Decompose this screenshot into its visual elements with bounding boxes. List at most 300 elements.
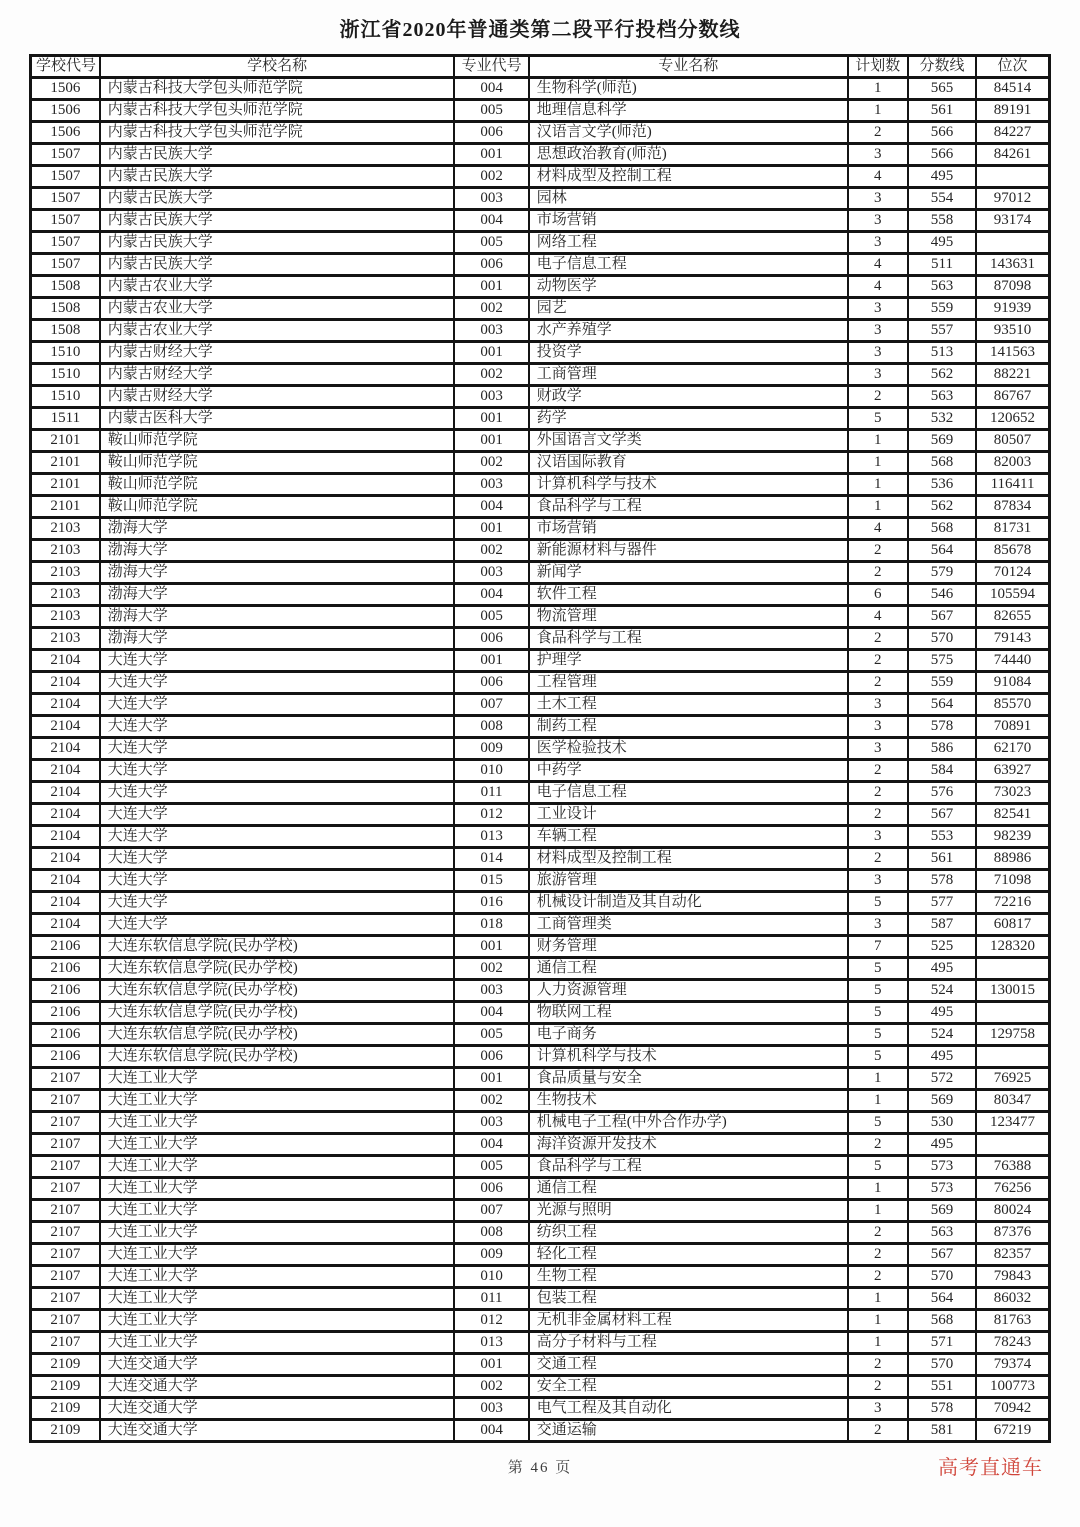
cell-rank: 76256 — [976, 1178, 1049, 1200]
cell-major-name: 电子商务 — [529, 1024, 848, 1046]
cell-major-code: 007 — [454, 1200, 528, 1222]
cell-plan-count: 5 — [848, 1046, 908, 1068]
cell-school-code: 2107 — [31, 1178, 100, 1200]
cell-school-code: 2107 — [31, 1156, 100, 1178]
cell-rank: 62170 — [976, 738, 1049, 760]
cell-major-code: 001 — [454, 144, 528, 166]
cell-plan-count: 1 — [848, 474, 908, 496]
cell-school-name: 内蒙古科技大学包头师范学院 — [100, 100, 455, 122]
cell-plan-count: 2 — [848, 804, 908, 826]
cell-plan-count: 3 — [848, 320, 908, 342]
cell-plan-count: 3 — [848, 694, 908, 716]
table-row — [31, 144, 1050, 166]
cell-plan-count: 3 — [848, 364, 908, 386]
cell-rank: 88986 — [976, 848, 1049, 870]
cell-plan-count: 2 — [848, 1244, 908, 1266]
cell-rank: 87834 — [976, 496, 1049, 518]
cell-major-name: 网络工程 — [529, 232, 848, 254]
cell-school-name: 鞍山师范学院 — [100, 474, 455, 496]
cell-major-code: 006 — [454, 254, 528, 276]
cell-score-line: 573 — [908, 1156, 976, 1178]
cell-major-code: 003 — [454, 320, 528, 342]
cell-plan-count: 3 — [848, 738, 908, 760]
cell-school-code: 2104 — [31, 760, 100, 782]
table-row — [31, 826, 1050, 848]
cell-plan-count: 1 — [848, 430, 908, 452]
cell-score-line: 567 — [908, 606, 976, 628]
cell-school-code: 2109 — [31, 1420, 100, 1442]
cell-major-name: 电子信息工程 — [529, 254, 848, 276]
cell-plan-count: 3 — [848, 298, 908, 320]
cell-major-name: 思想政治教育(师范) — [529, 144, 848, 166]
cell-plan-count: 1 — [848, 1090, 908, 1112]
cell-major-name: 交通工程 — [529, 1354, 848, 1376]
table-row — [31, 1376, 1050, 1398]
cell-major-code: 006 — [454, 122, 528, 144]
cell-plan-count: 2 — [848, 1354, 908, 1376]
cell-school-name: 大连工业大学 — [100, 1266, 455, 1288]
cell-score-line: 578 — [908, 870, 976, 892]
cell-school-name: 内蒙古农业大学 — [100, 276, 455, 298]
cell-school-name: 鞍山师范学院 — [100, 496, 455, 518]
cell-score-line: 562 — [908, 364, 976, 386]
cell-school-code: 2106 — [31, 936, 100, 958]
cell-plan-count: 2 — [848, 1376, 908, 1398]
table-row — [31, 122, 1050, 144]
cell-score-line: 495 — [908, 958, 976, 980]
cell-score-line: 569 — [908, 1200, 976, 1222]
table-row — [31, 540, 1050, 562]
cell-rank: 91084 — [976, 672, 1049, 694]
cell-major-name: 生物工程 — [529, 1266, 848, 1288]
cell-rank: 143631 — [976, 254, 1049, 276]
cell-major-name: 地理信息科学 — [529, 100, 848, 122]
cell-rank — [976, 166, 1049, 188]
table-row — [31, 1354, 1050, 1376]
cell-rank: 80024 — [976, 1200, 1049, 1222]
cell-major-name: 包装工程 — [529, 1288, 848, 1310]
cell-major-code: 012 — [454, 1310, 528, 1332]
cell-rank: 87098 — [976, 276, 1049, 298]
cell-major-name: 海洋资源开发技术 — [529, 1134, 848, 1156]
cell-school-code: 1507 — [31, 166, 100, 188]
cell-score-line: 571 — [908, 1332, 976, 1354]
col-header-school-name: 学校名称 — [100, 56, 455, 78]
table-row — [31, 1398, 1050, 1420]
cell-major-name: 中药学 — [529, 760, 848, 782]
cell-school-name: 大连大学 — [100, 782, 455, 804]
cell-rank: 86767 — [976, 386, 1049, 408]
cell-score-line: 495 — [908, 1134, 976, 1156]
cell-major-name: 园林 — [529, 188, 848, 210]
cell-major-code: 001 — [454, 430, 528, 452]
cell-school-code: 1507 — [31, 210, 100, 232]
cell-score-line: 568 — [908, 1310, 976, 1332]
table-row — [31, 694, 1050, 716]
table-row — [31, 474, 1050, 496]
cell-score-line: 569 — [908, 1090, 976, 1112]
cell-school-name: 大连交通大学 — [100, 1398, 455, 1420]
table-row — [31, 1090, 1050, 1112]
cell-major-name: 新能源材料与器件 — [529, 540, 848, 562]
cell-major-name: 物流管理 — [529, 606, 848, 628]
col-header-major-code: 专业代号 — [454, 56, 528, 78]
table-row — [31, 298, 1050, 320]
cell-school-code: 1507 — [31, 254, 100, 276]
table-row — [31, 606, 1050, 628]
cell-rank: 79843 — [976, 1266, 1049, 1288]
cell-plan-count: 3 — [848, 716, 908, 738]
cell-school-code: 2104 — [31, 650, 100, 672]
cell-rank: 82655 — [976, 606, 1049, 628]
cell-major-name: 药学 — [529, 408, 848, 430]
cell-major-name: 光源与照明 — [529, 1200, 848, 1222]
cell-rank: 105594 — [976, 584, 1049, 606]
cell-major-code: 007 — [454, 694, 528, 716]
table-row — [31, 628, 1050, 650]
cell-school-name: 大连工业大学 — [100, 1134, 455, 1156]
cell-school-name: 大连工业大学 — [100, 1244, 455, 1266]
cell-major-code: 002 — [454, 540, 528, 562]
table-row — [31, 562, 1050, 584]
cell-school-name: 鞍山师范学院 — [100, 430, 455, 452]
cell-major-name: 食品质量与安全 — [529, 1068, 848, 1090]
table-row — [31, 716, 1050, 738]
cell-rank: 80507 — [976, 430, 1049, 452]
table-row — [31, 1112, 1050, 1134]
cell-major-name: 材料成型及控制工程 — [529, 848, 848, 870]
cell-major-code: 006 — [454, 1046, 528, 1068]
cell-school-code: 2106 — [31, 1024, 100, 1046]
cell-rank — [976, 1002, 1049, 1024]
cell-major-name: 园艺 — [529, 298, 848, 320]
cell-plan-count: 3 — [848, 826, 908, 848]
cell-plan-count: 3 — [848, 210, 908, 232]
cell-school-code: 2104 — [31, 716, 100, 738]
cell-school-name: 大连大学 — [100, 650, 455, 672]
cell-major-name: 外国语言文学类 — [529, 430, 848, 452]
cell-school-code: 1508 — [31, 320, 100, 342]
cell-school-code: 1510 — [31, 342, 100, 364]
cell-score-line: 567 — [908, 1244, 976, 1266]
cell-rank: 91939 — [976, 298, 1049, 320]
cell-school-code: 1506 — [31, 122, 100, 144]
cell-school-code: 2104 — [31, 672, 100, 694]
cell-school-name: 大连工业大学 — [100, 1332, 455, 1354]
cell-plan-count: 5 — [848, 958, 908, 980]
cell-major-code: 010 — [454, 760, 528, 782]
cell-plan-count: 3 — [848, 1398, 908, 1420]
cell-major-name: 电气工程及其自动化 — [529, 1398, 848, 1420]
cell-school-name: 大连东软信息学院(民办学校) — [100, 1046, 455, 1068]
cell-school-code: 2107 — [31, 1134, 100, 1156]
cell-major-name: 财务管理 — [529, 936, 848, 958]
table-row — [31, 232, 1050, 254]
col-header-major-name: 专业名称 — [529, 56, 848, 78]
cell-major-code: 005 — [454, 232, 528, 254]
cell-school-code: 1510 — [31, 386, 100, 408]
cell-major-name: 食品科学与工程 — [529, 496, 848, 518]
cell-major-name: 旅游管理 — [529, 870, 848, 892]
cell-score-line: 563 — [908, 1222, 976, 1244]
cell-rank: 129758 — [976, 1024, 1049, 1046]
cell-school-code: 2109 — [31, 1354, 100, 1376]
cell-score-line: 573 — [908, 1178, 976, 1200]
cell-school-code: 2107 — [31, 1090, 100, 1112]
cell-score-line: 532 — [908, 408, 976, 430]
cell-major-code: 003 — [454, 562, 528, 584]
cell-school-code: 2107 — [31, 1310, 100, 1332]
cell-score-line: 495 — [908, 1002, 976, 1024]
cell-plan-count: 1 — [848, 1178, 908, 1200]
table-row — [31, 188, 1050, 210]
cell-school-name: 大连大学 — [100, 716, 455, 738]
cell-school-code: 2104 — [31, 914, 100, 936]
cell-school-name: 大连东软信息学院(民办学校) — [100, 936, 455, 958]
cell-score-line: 568 — [908, 518, 976, 540]
cell-plan-count: 5 — [848, 1002, 908, 1024]
cell-plan-count: 2 — [848, 562, 908, 584]
cell-rank: 70124 — [976, 562, 1049, 584]
cell-major-code: 002 — [454, 298, 528, 320]
cell-plan-count: 5 — [848, 892, 908, 914]
cell-score-line: 565 — [908, 78, 976, 100]
cell-major-code: 001 — [454, 936, 528, 958]
cell-rank: 93174 — [976, 210, 1049, 232]
table-row — [31, 78, 1050, 100]
cell-plan-count: 4 — [848, 606, 908, 628]
cell-score-line: 561 — [908, 100, 976, 122]
cell-school-name: 大连工业大学 — [100, 1068, 455, 1090]
cell-rank: 82357 — [976, 1244, 1049, 1266]
cell-major-name: 食品科学与工程 — [529, 628, 848, 650]
cell-major-code: 003 — [454, 1112, 528, 1134]
cell-school-name: 大连工业大学 — [100, 1156, 455, 1178]
table-row — [31, 320, 1050, 342]
cell-score-line: 578 — [908, 716, 976, 738]
cell-plan-count: 5 — [848, 1024, 908, 1046]
cell-major-name: 投资学 — [529, 342, 848, 364]
cell-plan-count: 2 — [848, 1420, 908, 1442]
cell-school-name: 大连工业大学 — [100, 1222, 455, 1244]
cell-major-code: 001 — [454, 1354, 528, 1376]
cell-plan-count: 1 — [848, 100, 908, 122]
table-row — [31, 1068, 1050, 1090]
cell-school-name: 大连交通大学 — [100, 1376, 455, 1398]
cell-plan-count: 2 — [848, 1266, 908, 1288]
cell-school-name: 渤海大学 — [100, 562, 455, 584]
cell-major-code: 006 — [454, 628, 528, 650]
cell-rank: 88221 — [976, 364, 1049, 386]
cell-plan-count: 6 — [848, 584, 908, 606]
cell-score-line: 576 — [908, 782, 976, 804]
cell-plan-count: 2 — [848, 650, 908, 672]
table-header-row — [31, 56, 1050, 78]
cell-score-line: 554 — [908, 188, 976, 210]
cell-major-code: 004 — [454, 1134, 528, 1156]
cell-major-name: 财政学 — [529, 386, 848, 408]
cell-school-code: 2103 — [31, 628, 100, 650]
cell-plan-count: 2 — [848, 386, 908, 408]
cell-school-code: 2101 — [31, 496, 100, 518]
cell-major-name: 材料成型及控制工程 — [529, 166, 848, 188]
table-row — [31, 452, 1050, 474]
cell-major-code: 015 — [454, 870, 528, 892]
cell-rank: 84514 — [976, 78, 1049, 100]
cell-plan-count: 1 — [848, 78, 908, 100]
cell-major-name: 食品科学与工程 — [529, 1156, 848, 1178]
cell-major-code: 001 — [454, 342, 528, 364]
cell-score-line: 587 — [908, 914, 976, 936]
cell-major-code: 002 — [454, 958, 528, 980]
cell-plan-count: 1 — [848, 1288, 908, 1310]
cell-major-name: 通信工程 — [529, 958, 848, 980]
col-header-rank: 位次 — [976, 56, 1049, 78]
cell-school-name: 大连大学 — [100, 892, 455, 914]
cell-school-name: 内蒙古农业大学 — [100, 298, 455, 320]
cell-rank: 141563 — [976, 342, 1049, 364]
cell-plan-count: 1 — [848, 1200, 908, 1222]
cell-rank — [976, 232, 1049, 254]
cell-plan-count: 3 — [848, 144, 908, 166]
cell-rank: 73023 — [976, 782, 1049, 804]
cell-plan-count: 5 — [848, 980, 908, 1002]
cell-major-name: 计算机科学与技术 — [529, 1046, 848, 1068]
cell-major-code: 016 — [454, 892, 528, 914]
cell-rank: 116411 — [976, 474, 1049, 496]
table-row — [31, 1134, 1050, 1156]
cell-school-code: 1508 — [31, 276, 100, 298]
cell-rank: 79374 — [976, 1354, 1049, 1376]
table-row — [31, 1420, 1050, 1442]
cell-school-name: 大连大学 — [100, 848, 455, 870]
cell-plan-count: 7 — [848, 936, 908, 958]
cell-plan-count: 2 — [848, 848, 908, 870]
table-row — [31, 1156, 1050, 1178]
cell-major-code: 018 — [454, 914, 528, 936]
cell-school-name: 大连大学 — [100, 870, 455, 892]
table-row — [31, 1244, 1050, 1266]
cell-rank: 98239 — [976, 826, 1049, 848]
table-row — [31, 342, 1050, 364]
table-row — [31, 100, 1050, 122]
cell-score-line: 570 — [908, 1266, 976, 1288]
cell-plan-count: 4 — [848, 254, 908, 276]
table-row — [31, 958, 1050, 980]
cell-school-name: 大连工业大学 — [100, 1310, 455, 1332]
cell-major-name: 高分子材料与工程 — [529, 1332, 848, 1354]
cell-school-name: 内蒙古民族大学 — [100, 210, 455, 232]
cell-school-code: 2103 — [31, 606, 100, 628]
cell-score-line: 513 — [908, 342, 976, 364]
cell-major-code: 011 — [454, 1288, 528, 1310]
cell-school-code: 2106 — [31, 1002, 100, 1024]
cell-rank: 63927 — [976, 760, 1049, 782]
cell-major-code: 004 — [454, 1420, 528, 1442]
cell-major-code: 003 — [454, 474, 528, 496]
cell-score-line: 570 — [908, 628, 976, 650]
cell-plan-count: 2 — [848, 1134, 908, 1156]
table-row — [31, 364, 1050, 386]
cell-major-code: 003 — [454, 386, 528, 408]
table-row — [31, 870, 1050, 892]
table-row — [31, 672, 1050, 694]
cell-school-name: 内蒙古民族大学 — [100, 188, 455, 210]
cell-school-name: 大连大学 — [100, 914, 455, 936]
cell-rank: 80347 — [976, 1090, 1049, 1112]
cell-major-code: 008 — [454, 1222, 528, 1244]
cell-school-code: 1507 — [31, 232, 100, 254]
cell-school-code: 2106 — [31, 958, 100, 980]
table-row — [31, 738, 1050, 760]
watermark-brand: 高考直通车 — [938, 1457, 1043, 1479]
cell-score-line: 559 — [908, 298, 976, 320]
cell-plan-count: 2 — [848, 1222, 908, 1244]
table-row — [31, 518, 1050, 540]
cell-school-name: 大连东软信息学院(民办学校) — [100, 1024, 455, 1046]
cell-school-name: 大连工业大学 — [100, 1112, 455, 1134]
cell-score-line: 578 — [908, 1398, 976, 1420]
cell-plan-count: 3 — [848, 914, 908, 936]
cell-major-code: 006 — [454, 1178, 528, 1200]
cell-major-name: 医学检验技术 — [529, 738, 848, 760]
cell-score-line: 579 — [908, 562, 976, 584]
cell-plan-count: 5 — [848, 1112, 908, 1134]
table-row — [31, 1178, 1050, 1200]
cell-school-name: 大连东软信息学院(民办学校) — [100, 1002, 455, 1024]
cell-score-line: 551 — [908, 1376, 976, 1398]
cell-plan-count: 3 — [848, 232, 908, 254]
cell-school-name: 大连大学 — [100, 804, 455, 826]
cell-major-name: 工商管理 — [529, 364, 848, 386]
cell-score-line: 577 — [908, 892, 976, 914]
cell-plan-count: 2 — [848, 672, 908, 694]
cell-school-name: 大连工业大学 — [100, 1090, 455, 1112]
table-row — [31, 892, 1050, 914]
cell-school-name: 大连工业大学 — [100, 1200, 455, 1222]
cell-score-line: 575 — [908, 650, 976, 672]
table-row — [31, 848, 1050, 870]
cell-plan-count: 2 — [848, 540, 908, 562]
cell-school-code: 2101 — [31, 474, 100, 496]
cell-school-name: 大连工业大学 — [100, 1288, 455, 1310]
cell-school-code: 2107 — [31, 1068, 100, 1090]
cell-major-name: 软件工程 — [529, 584, 848, 606]
cell-plan-count: 3 — [848, 870, 908, 892]
table-row — [31, 408, 1050, 430]
page-footer — [29, 1456, 1051, 1490]
cell-major-code: 001 — [454, 1068, 528, 1090]
cell-school-code: 2106 — [31, 980, 100, 1002]
cell-score-line: 558 — [908, 210, 976, 232]
cell-score-line: 586 — [908, 738, 976, 760]
cell-major-code: 010 — [454, 1266, 528, 1288]
cell-school-code: 2104 — [31, 782, 100, 804]
cell-school-code: 1508 — [31, 298, 100, 320]
cell-plan-count: 3 — [848, 342, 908, 364]
cell-score-line: 564 — [908, 540, 976, 562]
cell-score-line: 511 — [908, 254, 976, 276]
cell-school-name: 大连东软信息学院(民办学校) — [100, 980, 455, 1002]
cell-major-name: 通信工程 — [529, 1178, 848, 1200]
cell-school-code: 1507 — [31, 144, 100, 166]
cell-school-code: 2103 — [31, 584, 100, 606]
table-row — [31, 1222, 1050, 1244]
table-row — [31, 650, 1050, 672]
page-number: 第 46 页 — [507, 1460, 573, 1476]
cell-rank — [976, 958, 1049, 980]
cell-rank: 123477 — [976, 1112, 1049, 1134]
